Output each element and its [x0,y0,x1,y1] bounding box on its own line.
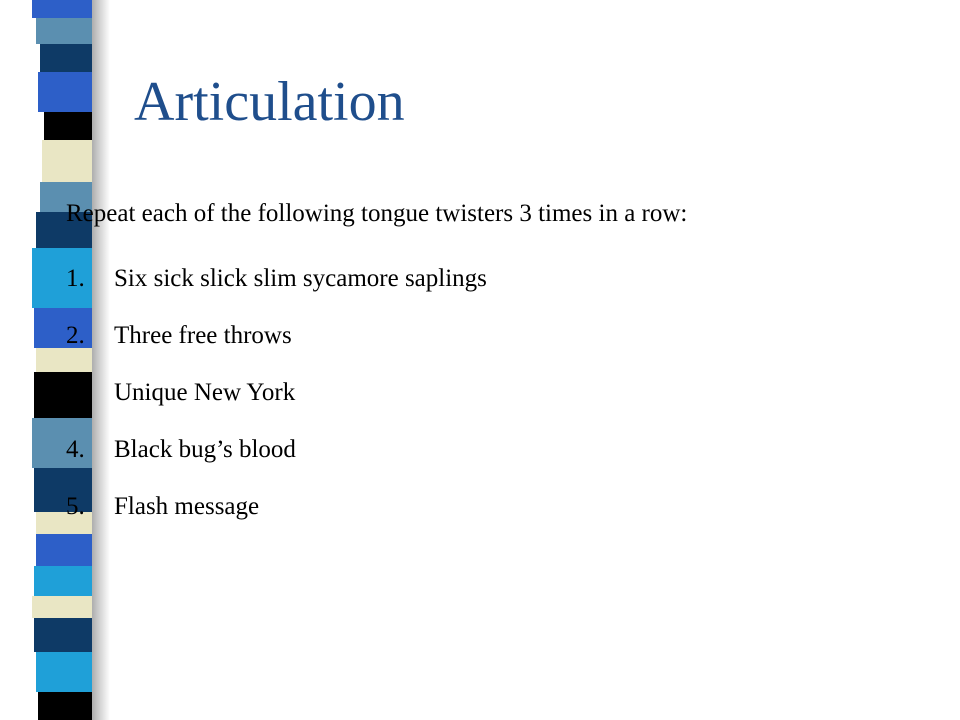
stripe-block [36,18,92,44]
list-number: 1. [66,264,85,292]
list-item [66,478,487,535]
list-item-text: Unique New York [114,378,296,406]
slide-title: Articulation [134,71,405,133]
list-item-text: Six sick slick slim sycamore saplings [114,264,487,292]
stripe-block [38,692,92,720]
list-number: 2. [66,321,85,349]
stripe-block [36,534,92,566]
stripe-block [44,112,92,140]
list-item [66,364,487,421]
stripe-block [36,652,92,692]
stripe-block [34,566,92,596]
list-item [66,421,487,478]
list-number: 3. [66,378,85,406]
list-number: 4. [66,435,85,463]
stripe-block [34,618,92,652]
stripe-block [38,72,92,112]
stripe-block [32,596,92,618]
stripe-block [32,0,92,18]
tongue-twister-list [66,250,487,535]
stripe-block [42,140,92,182]
list-number: 5. [66,492,85,520]
intro-text: Repeat each of the following tongue twisters 3 times in a row: [66,200,688,227]
stripe-block [40,44,92,72]
list-item-text: Three free throws [114,321,292,349]
list-item [66,307,487,364]
list-item-text: Black bug’s blood [114,435,296,463]
list-item [66,250,487,307]
list-item-text: Flash message [114,492,260,520]
